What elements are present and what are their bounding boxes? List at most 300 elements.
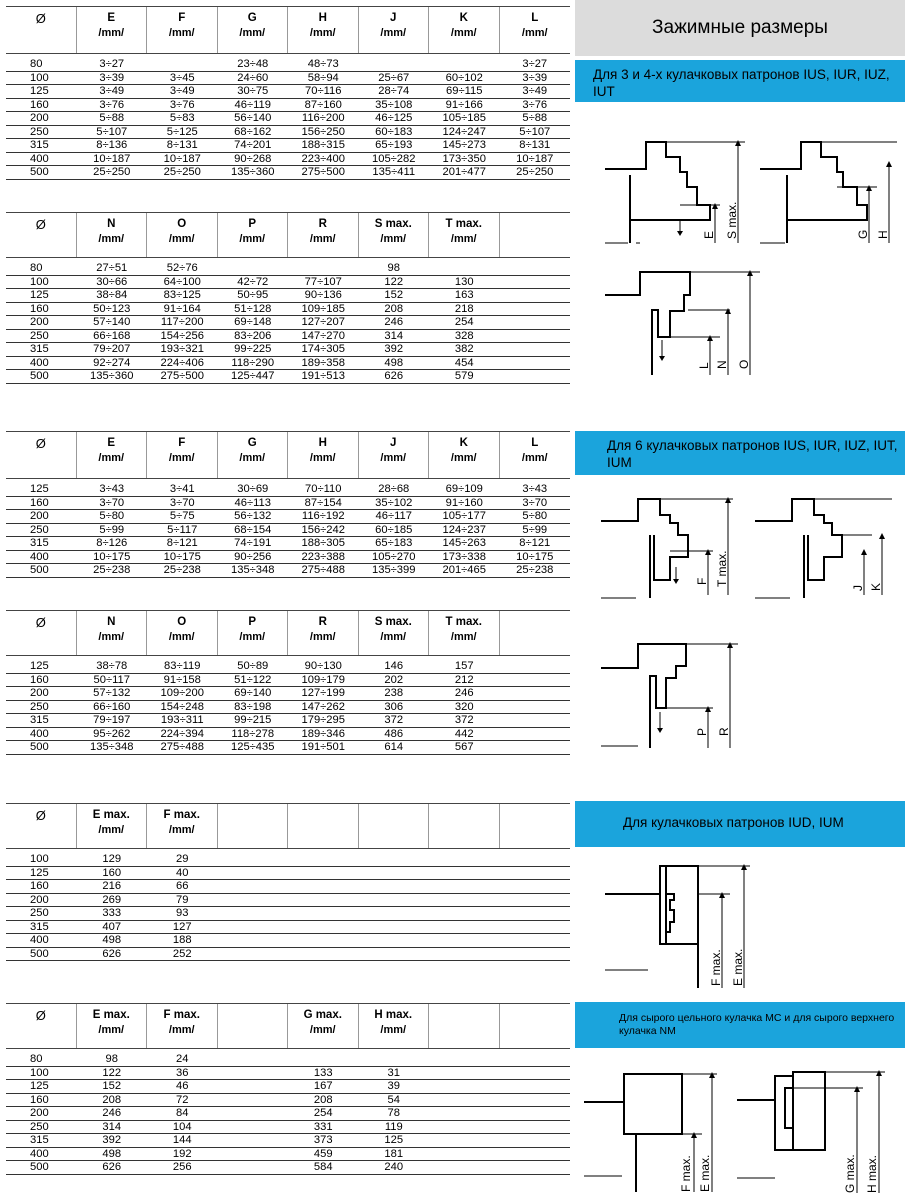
table-cell	[429, 1080, 500, 1093]
table-cell: 50÷95	[237, 289, 269, 301]
column-header: Ø	[6, 213, 77, 257]
table-cell: 90÷268	[234, 152, 272, 165]
table-cell	[500, 343, 571, 356]
table-cell	[500, 701, 571, 714]
table-row	[6, 1080, 570, 1094]
label-t-max: T max.	[715, 550, 729, 587]
table-cell: 122	[384, 275, 404, 288]
table-cell: 626	[102, 1161, 122, 1173]
table-cell: 35÷108	[375, 98, 413, 111]
table-cell: 57÷140	[93, 316, 131, 328]
table-row	[6, 714, 570, 728]
table-cell: 145÷263	[442, 537, 486, 549]
table-cell: 250	[30, 125, 49, 138]
table-cell: 216	[102, 880, 122, 892]
column-header: P /mm/	[218, 611, 289, 655]
table-cell: 212	[454, 673, 474, 686]
label-g-max: G max.	[843, 1154, 857, 1193]
diagram-6-jaw-ft	[598, 495, 748, 605]
table-cell: 382	[454, 343, 474, 355]
table-cell: 5÷99	[99, 523, 125, 536]
table-cell: 254	[313, 1107, 333, 1119]
table-cell	[500, 907, 571, 920]
table-cell	[288, 948, 359, 961]
table-cell	[429, 948, 500, 961]
table-cell	[429, 1067, 500, 1080]
table-cell: 3÷49	[522, 85, 548, 97]
table-cell	[500, 276, 571, 289]
table-cell: 145÷273	[442, 139, 486, 151]
table-cell: 250	[30, 1120, 49, 1133]
table-cell: 125	[30, 1080, 49, 1092]
table-cell: 118÷278	[231, 727, 275, 740]
table-cell: 38÷84	[96, 289, 128, 301]
table-cell: 160	[30, 1093, 49, 1106]
table-cell: 24÷60	[237, 71, 269, 84]
table-cell: 133	[313, 1066, 333, 1079]
table-cell: 3÷43	[99, 483, 125, 495]
table-row	[6, 674, 570, 688]
table-row	[6, 1053, 570, 1067]
table-cell: 373	[313, 1134, 333, 1146]
table-3-4-jaw-noprst	[6, 212, 570, 384]
table-cell	[500, 370, 571, 383]
table-cell: 192	[172, 1147, 192, 1160]
column-header: R /mm/	[288, 611, 359, 655]
table-row	[6, 1121, 570, 1135]
label-f-max: F max.	[709, 949, 723, 986]
table-cell	[500, 303, 571, 316]
column-header: G /mm/	[218, 7, 289, 53]
table-cell: 223÷388	[301, 550, 345, 563]
table-cell: 124÷247	[442, 125, 486, 138]
table-cell: 160	[30, 98, 49, 111]
table-header	[6, 610, 570, 656]
table-cell	[218, 907, 289, 920]
table-cell: 83÷119	[164, 660, 201, 672]
table-cell	[429, 1148, 500, 1161]
table-cell	[218, 1094, 289, 1107]
table-cell	[218, 1121, 289, 1134]
table-cell	[218, 867, 289, 880]
table-cell: 626	[384, 370, 404, 382]
table-cell: 83÷198	[234, 700, 272, 713]
table-cell: 10÷187	[516, 152, 554, 165]
table-header	[6, 1003, 570, 1049]
table-cell: 160	[30, 496, 49, 509]
table-6-jaw-efghjkl	[6, 431, 570, 578]
table-row	[6, 537, 570, 551]
table-cell	[429, 921, 500, 934]
table-cell: 200	[30, 1107, 49, 1119]
table-cell	[500, 934, 571, 947]
table-row	[6, 907, 570, 921]
table-cell: 68÷154	[234, 523, 272, 536]
table-cell: 50÷117	[93, 673, 130, 686]
table-cell: 3÷39	[522, 71, 548, 84]
table-cell: 500	[30, 741, 49, 753]
table-cell: 87÷154	[304, 496, 342, 509]
table-cell	[429, 1094, 500, 1107]
table-cell: 5÷80	[99, 510, 125, 522]
column-header: E /mm/	[77, 7, 148, 53]
table-cell: 3÷70	[99, 496, 125, 509]
table-cell	[359, 880, 430, 893]
table-row	[6, 262, 570, 276]
table-cell: 30÷69	[237, 483, 269, 495]
table-cell: 36	[176, 1066, 189, 1079]
table-cell: 5÷117	[167, 523, 198, 536]
column-header: F max. /mm/	[147, 1004, 218, 1048]
table-cell: 83÷206	[234, 329, 272, 342]
table-cell: 25÷238	[516, 564, 554, 576]
table-cell: 154÷248	[160, 700, 204, 713]
table-cell	[147, 58, 218, 71]
table-cell	[500, 660, 571, 673]
table-cell	[500, 1094, 571, 1107]
table-cell: 31	[387, 1066, 400, 1079]
table-cell: 400	[30, 727, 49, 740]
table-cell: 99÷225	[234, 343, 272, 355]
table-cell	[500, 262, 571, 275]
table-cell	[288, 867, 359, 880]
table-cell	[500, 674, 571, 687]
table-cell: 10÷187	[93, 152, 131, 165]
table-row	[6, 510, 570, 524]
table-cell: 188	[172, 934, 192, 946]
table-cell: 25÷250	[163, 166, 201, 178]
table-cell	[359, 58, 430, 71]
table-cell: 29	[176, 853, 189, 865]
table-cell: 46÷113	[234, 496, 271, 509]
table-cell: 91÷158	[163, 673, 201, 686]
table-cell: 77÷107	[304, 275, 342, 288]
table-row	[6, 867, 570, 881]
table-cell: 315	[30, 343, 49, 355]
table-cell: 109÷200	[160, 687, 204, 699]
table-cell: 224÷394	[160, 727, 204, 740]
table-cell: 5÷88	[522, 112, 548, 124]
table-cell: 407	[102, 920, 122, 933]
table-cell: 3÷49	[99, 85, 125, 97]
table-row	[6, 153, 570, 167]
table-cell	[429, 1134, 500, 1147]
table-cell: 10÷175	[163, 550, 201, 563]
diagram-3-4-jaw-gh	[757, 135, 905, 250]
label-p: P	[695, 727, 709, 736]
table-cell: 3÷76	[169, 98, 195, 111]
table-cell: 188÷305	[301, 537, 345, 549]
table-cell: 584	[313, 1161, 333, 1173]
table-cell: 10÷175	[516, 550, 554, 563]
table-cell	[500, 1067, 571, 1080]
table-cell: 500	[30, 564, 49, 576]
table-row	[6, 687, 570, 701]
table-cell: 91÷160	[445, 496, 483, 509]
table-cell	[429, 934, 500, 947]
table-cell	[429, 894, 500, 907]
table-row	[6, 139, 570, 153]
column-header	[500, 804, 571, 848]
table-row	[6, 728, 570, 742]
table-cell	[218, 1053, 289, 1066]
table-cell: 160	[30, 880, 49, 892]
table-cell: 80	[30, 58, 43, 70]
table-cell: 250	[30, 700, 49, 713]
table-cell: 56÷132	[234, 510, 272, 522]
table-cell: 306	[384, 700, 404, 713]
table-cell: 125	[30, 85, 49, 97]
table-cell: 25÷67	[378, 71, 410, 84]
table-cell: 87÷160	[304, 98, 342, 111]
table-cell	[359, 948, 430, 961]
table-cell: 91÷166	[445, 98, 483, 111]
table-cell: 105÷270	[372, 550, 416, 563]
table-cell: 105÷177	[442, 510, 486, 522]
table-cell: 125	[30, 483, 49, 495]
table-cell: 5÷107	[96, 125, 128, 138]
table-cell: 208	[313, 1093, 333, 1106]
table-cell: 238	[384, 687, 404, 699]
table-cell: 8÷131	[519, 139, 551, 151]
table-cell: 315	[30, 537, 49, 549]
table-cell: 66÷160	[93, 700, 131, 713]
table-cell: 614	[384, 741, 404, 753]
table-cell: 104	[172, 1120, 192, 1133]
table-row	[6, 921, 570, 935]
table-cell: 125	[384, 1134, 404, 1146]
table-cell: 135÷360	[231, 166, 275, 178]
table-cell: 331	[313, 1120, 333, 1133]
table-cell	[429, 867, 500, 880]
table-cell: 498	[102, 934, 122, 946]
table-cell: 269	[102, 893, 122, 906]
column-header: F /mm/	[147, 7, 218, 53]
table-cell: 38÷78	[96, 660, 128, 672]
table-cell: 95÷262	[93, 727, 131, 740]
table-cell	[500, 687, 571, 700]
table-cell	[429, 58, 500, 71]
table-cell: 315	[30, 139, 49, 151]
table-cell: 99÷215	[234, 714, 272, 726]
banner-6-jaw: Для 6 кулачковых патронов IUS, IUR, IUZ, IUT, IUM	[575, 431, 905, 475]
table-cell: 125÷447	[231, 370, 275, 382]
label-g: G	[856, 229, 870, 239]
table-cell	[288, 921, 359, 934]
column-header: E max. /mm/	[77, 1004, 148, 1048]
label-e-max: E max.	[731, 948, 745, 986]
table-row	[6, 1134, 570, 1148]
table-cell: 46	[176, 1080, 189, 1092]
table-cell: 246	[384, 316, 404, 328]
label-s-max: S max.	[725, 201, 739, 239]
table-cell: 5÷125	[166, 125, 198, 138]
column-header: G /mm/	[218, 432, 289, 478]
table-row	[6, 166, 570, 180]
table-cell	[218, 1148, 289, 1161]
table-cell: 173÷338	[442, 550, 486, 563]
table-cell: 28÷74	[378, 85, 410, 97]
table-cell: 122	[102, 1066, 122, 1079]
table-cell: 3÷41	[169, 483, 195, 495]
table-cell: 500	[30, 166, 49, 178]
table-mc-nm	[6, 1003, 570, 1175]
table-cell: 160	[102, 866, 122, 879]
table-cell: 372	[454, 714, 474, 726]
table-cell: 400	[30, 550, 49, 563]
table-row	[6, 72, 570, 86]
table-cell: 392	[102, 1134, 122, 1146]
table-cell	[359, 853, 430, 866]
table-cell: 72	[176, 1093, 189, 1106]
table-6-jaw-noprst	[6, 610, 570, 755]
table-cell	[500, 728, 571, 741]
table-cell	[218, 1134, 289, 1147]
table-cell: 135÷348	[231, 564, 275, 576]
table-cell: 459	[313, 1147, 333, 1160]
table-cell: 98	[105, 1053, 118, 1065]
table-cell	[218, 262, 289, 275]
table-cell: 223÷400	[301, 152, 345, 165]
table-cell	[218, 880, 289, 893]
table-row	[6, 497, 570, 511]
table-cell	[288, 894, 359, 907]
table-cell: 8÷121	[166, 537, 198, 549]
table-row	[6, 1148, 570, 1162]
table-cell: 79÷207	[93, 343, 131, 355]
table-cell: 116÷200	[301, 112, 345, 124]
table-cell: 498	[384, 356, 404, 369]
table-cell: 65÷183	[375, 537, 413, 549]
table-cell: 124÷237	[442, 523, 486, 536]
table-cell: 25÷238	[163, 564, 201, 576]
table-cell: 240	[384, 1161, 404, 1173]
table-cell: 79	[176, 893, 189, 906]
table-cell: 83÷125	[163, 289, 201, 301]
table-cell: 130	[454, 275, 474, 288]
table-cell	[429, 1121, 500, 1134]
table-cell: 224÷406	[160, 356, 204, 369]
table-3-4-jaw-efghjkl	[6, 6, 570, 180]
table-cell	[218, 921, 289, 934]
table-cell: 3÷45	[169, 71, 195, 84]
table-cell: 315	[30, 920, 49, 933]
table-cell: 328	[454, 329, 474, 342]
label-k: K	[869, 582, 883, 591]
column-header: S max. /mm/	[359, 213, 430, 257]
table-cell	[500, 316, 571, 329]
table-cell: 100	[30, 853, 49, 865]
table-cell: 70÷116	[305, 85, 342, 97]
table-cell: 400	[30, 152, 49, 165]
table-cell: 147÷270	[301, 329, 345, 342]
table-cell: 91÷164	[163, 302, 201, 315]
table-cell: 200	[30, 112, 49, 124]
column-header: K /mm/	[429, 432, 500, 478]
banner-iud-ium: Для кулачковых патронов IUD, IUM	[575, 801, 905, 847]
table-cell	[359, 1053, 430, 1066]
table-cell: 200	[30, 510, 49, 522]
table-cell: 314	[384, 329, 404, 342]
table-row	[6, 948, 570, 962]
diagram-mc-jaw	[582, 1070, 722, 1195]
table-cell: 129	[102, 853, 122, 865]
table-cell: 69÷109	[445, 483, 483, 495]
table-cell	[429, 907, 500, 920]
column-header	[218, 804, 289, 848]
table-cell	[429, 1161, 500, 1174]
table-cell	[288, 262, 359, 275]
column-header: O /mm/	[147, 611, 218, 655]
table-cell: 147÷262	[301, 700, 345, 713]
table-cell: 52÷76	[166, 262, 198, 274]
table-cell: 3÷43	[522, 483, 548, 495]
table-cell: 160	[30, 673, 49, 686]
column-header: Ø	[6, 7, 77, 53]
table-cell	[500, 1053, 571, 1066]
table-cell: 118÷290	[231, 356, 275, 369]
table-cell	[429, 853, 500, 866]
table-cell: 5÷75	[169, 510, 195, 522]
table-cell: 8÷126	[96, 537, 128, 549]
table-cell: 50÷123	[93, 302, 131, 315]
table-cell: 154÷256	[160, 329, 204, 342]
table-row	[6, 276, 570, 290]
table-cell: 3÷76	[522, 98, 548, 111]
table-cell	[288, 853, 359, 866]
table-row	[6, 564, 570, 578]
table-cell: 135÷348	[90, 741, 134, 753]
table-cell: 372	[384, 714, 404, 726]
table-cell: 69÷148	[234, 316, 272, 328]
table-cell: 442	[454, 727, 474, 740]
table-cell: 46÷119	[234, 98, 271, 111]
table-cell: 208	[102, 1093, 122, 1106]
table-cell: 58÷94	[307, 71, 339, 84]
table-cell: 191÷513	[301, 370, 345, 382]
table-cell: 275÷500	[301, 166, 345, 178]
table-cell: 173÷350	[442, 152, 486, 165]
table-row	[6, 343, 570, 357]
table-cell: 200	[30, 687, 49, 699]
table-cell: 25÷250	[516, 166, 554, 178]
table-cell: 315	[30, 714, 49, 726]
diagram-6-jaw-pr	[598, 638, 748, 753]
table-row	[6, 660, 570, 674]
table-row	[6, 303, 570, 317]
table-cell	[429, 1107, 500, 1120]
table-cell	[500, 741, 571, 754]
table-cell: 152	[102, 1080, 122, 1092]
column-header	[500, 1004, 571, 1048]
table-cell: 68÷162	[234, 125, 272, 138]
label-o: O	[737, 359, 751, 369]
table-cell: 117÷200	[160, 316, 204, 328]
table-cell: 5÷88	[99, 112, 125, 124]
column-header: F max. /mm/	[147, 804, 218, 848]
table-cell	[500, 357, 571, 370]
table-cell: 23÷48	[237, 58, 269, 70]
table-cell: 80	[30, 1053, 43, 1065]
table-cell: 84	[176, 1107, 189, 1119]
table-cell: 500	[30, 1161, 49, 1173]
column-header	[288, 804, 359, 848]
table-cell	[288, 934, 359, 947]
table-cell: 160	[30, 302, 49, 315]
table-cell: 10÷187	[163, 152, 201, 165]
table-cell: 454	[454, 356, 474, 369]
table-cell	[218, 1161, 289, 1174]
